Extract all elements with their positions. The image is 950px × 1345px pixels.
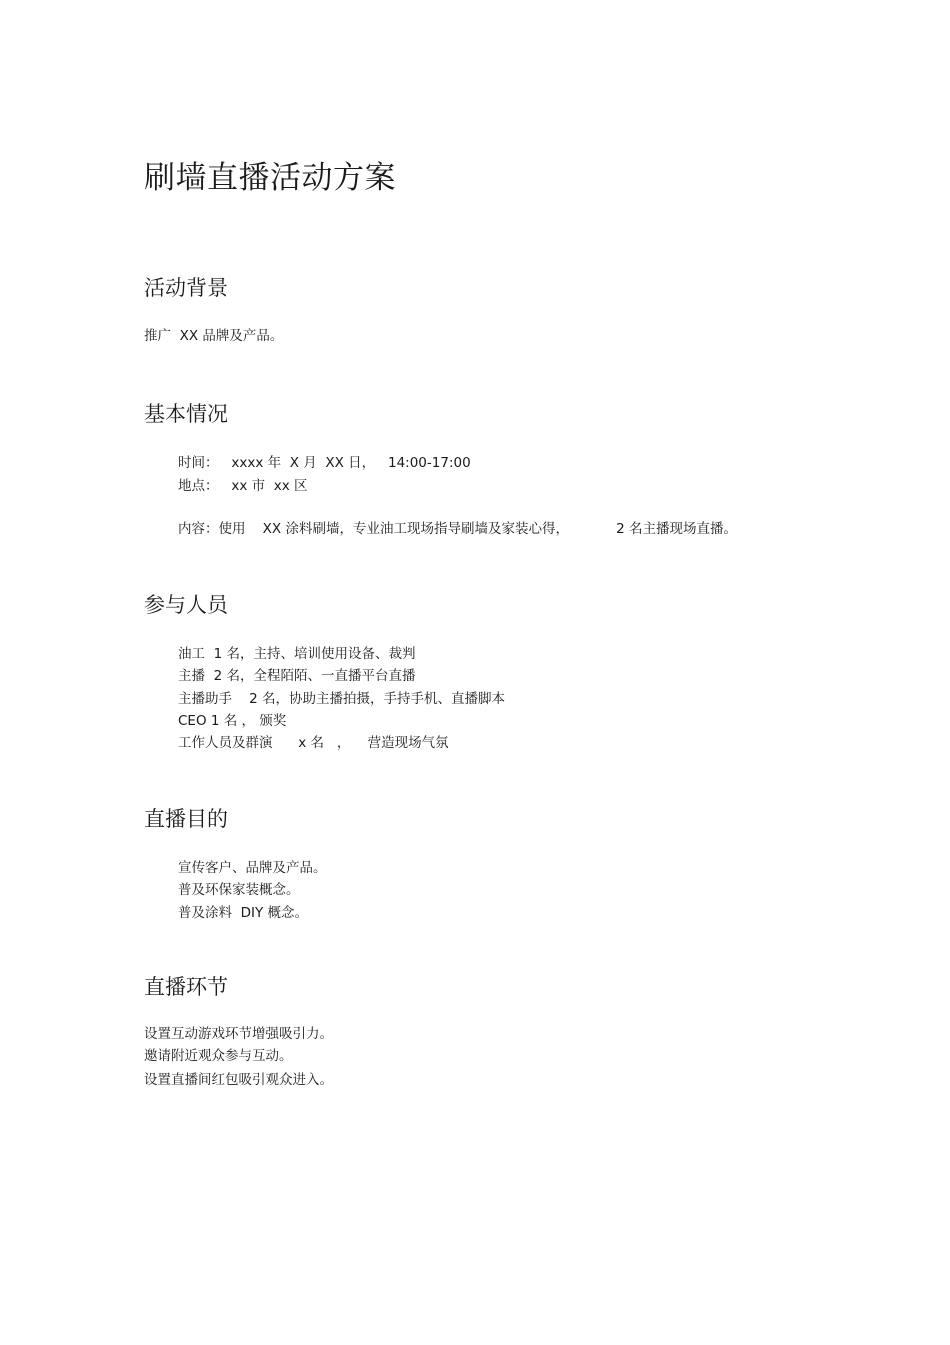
basic-info-content: 内容：使用 XX 涂料刷墙，专业油工现场指导刷墙及家装心得， 2 名主播现场直播。	[178, 521, 738, 537]
section-heading-background: 活动背景	[144, 276, 228, 300]
activity-line-1: 设置互动游戏环节增强吸引力。	[144, 1026, 333, 1042]
participant-line-1: 油工 1 名，主持、培训使用设备、裁判	[178, 646, 416, 662]
activity-line-2: 邀请附近观众参与互动。	[144, 1048, 293, 1064]
basic-info-location: 地点： xx 市 xx 区	[178, 478, 308, 494]
participant-line-2: 主播 2 名，全程陌陌、一直播平台直播	[178, 668, 416, 684]
participant-line-5: 工作人员及群演 x 名 ， 营造现场气氛	[178, 735, 449, 751]
section-heading-basic-info: 基本情况	[144, 402, 228, 426]
background-line-1: 推广 XX 品牌及产品。	[144, 328, 284, 344]
activity-line-3: 设置直播间红包吸引观众进入。	[144, 1072, 333, 1088]
participant-line-4: CEO 1 名 ， 颁奖	[178, 713, 287, 729]
participant-line-3: 主播助手 2 名，协助主播拍摄，手持手机、直播脚本	[178, 691, 506, 707]
section-heading-goals: 直播目的	[144, 807, 228, 831]
goal-line-2: 普及环保家装概念。	[178, 882, 300, 898]
goal-line-1: 宣传客户、品牌及产品。	[178, 860, 327, 876]
section-heading-activities: 直播环节	[144, 975, 228, 999]
goal-line-3: 普及涂料 DIY 概念。	[178, 905, 308, 921]
section-heading-participants: 参与人员	[144, 593, 228, 617]
basic-info-time: 时间： xxxx 年 X 月 XX 日， 14:00-17:00	[178, 455, 471, 471]
document-title: 刷墙直播活动方案	[144, 160, 396, 196]
